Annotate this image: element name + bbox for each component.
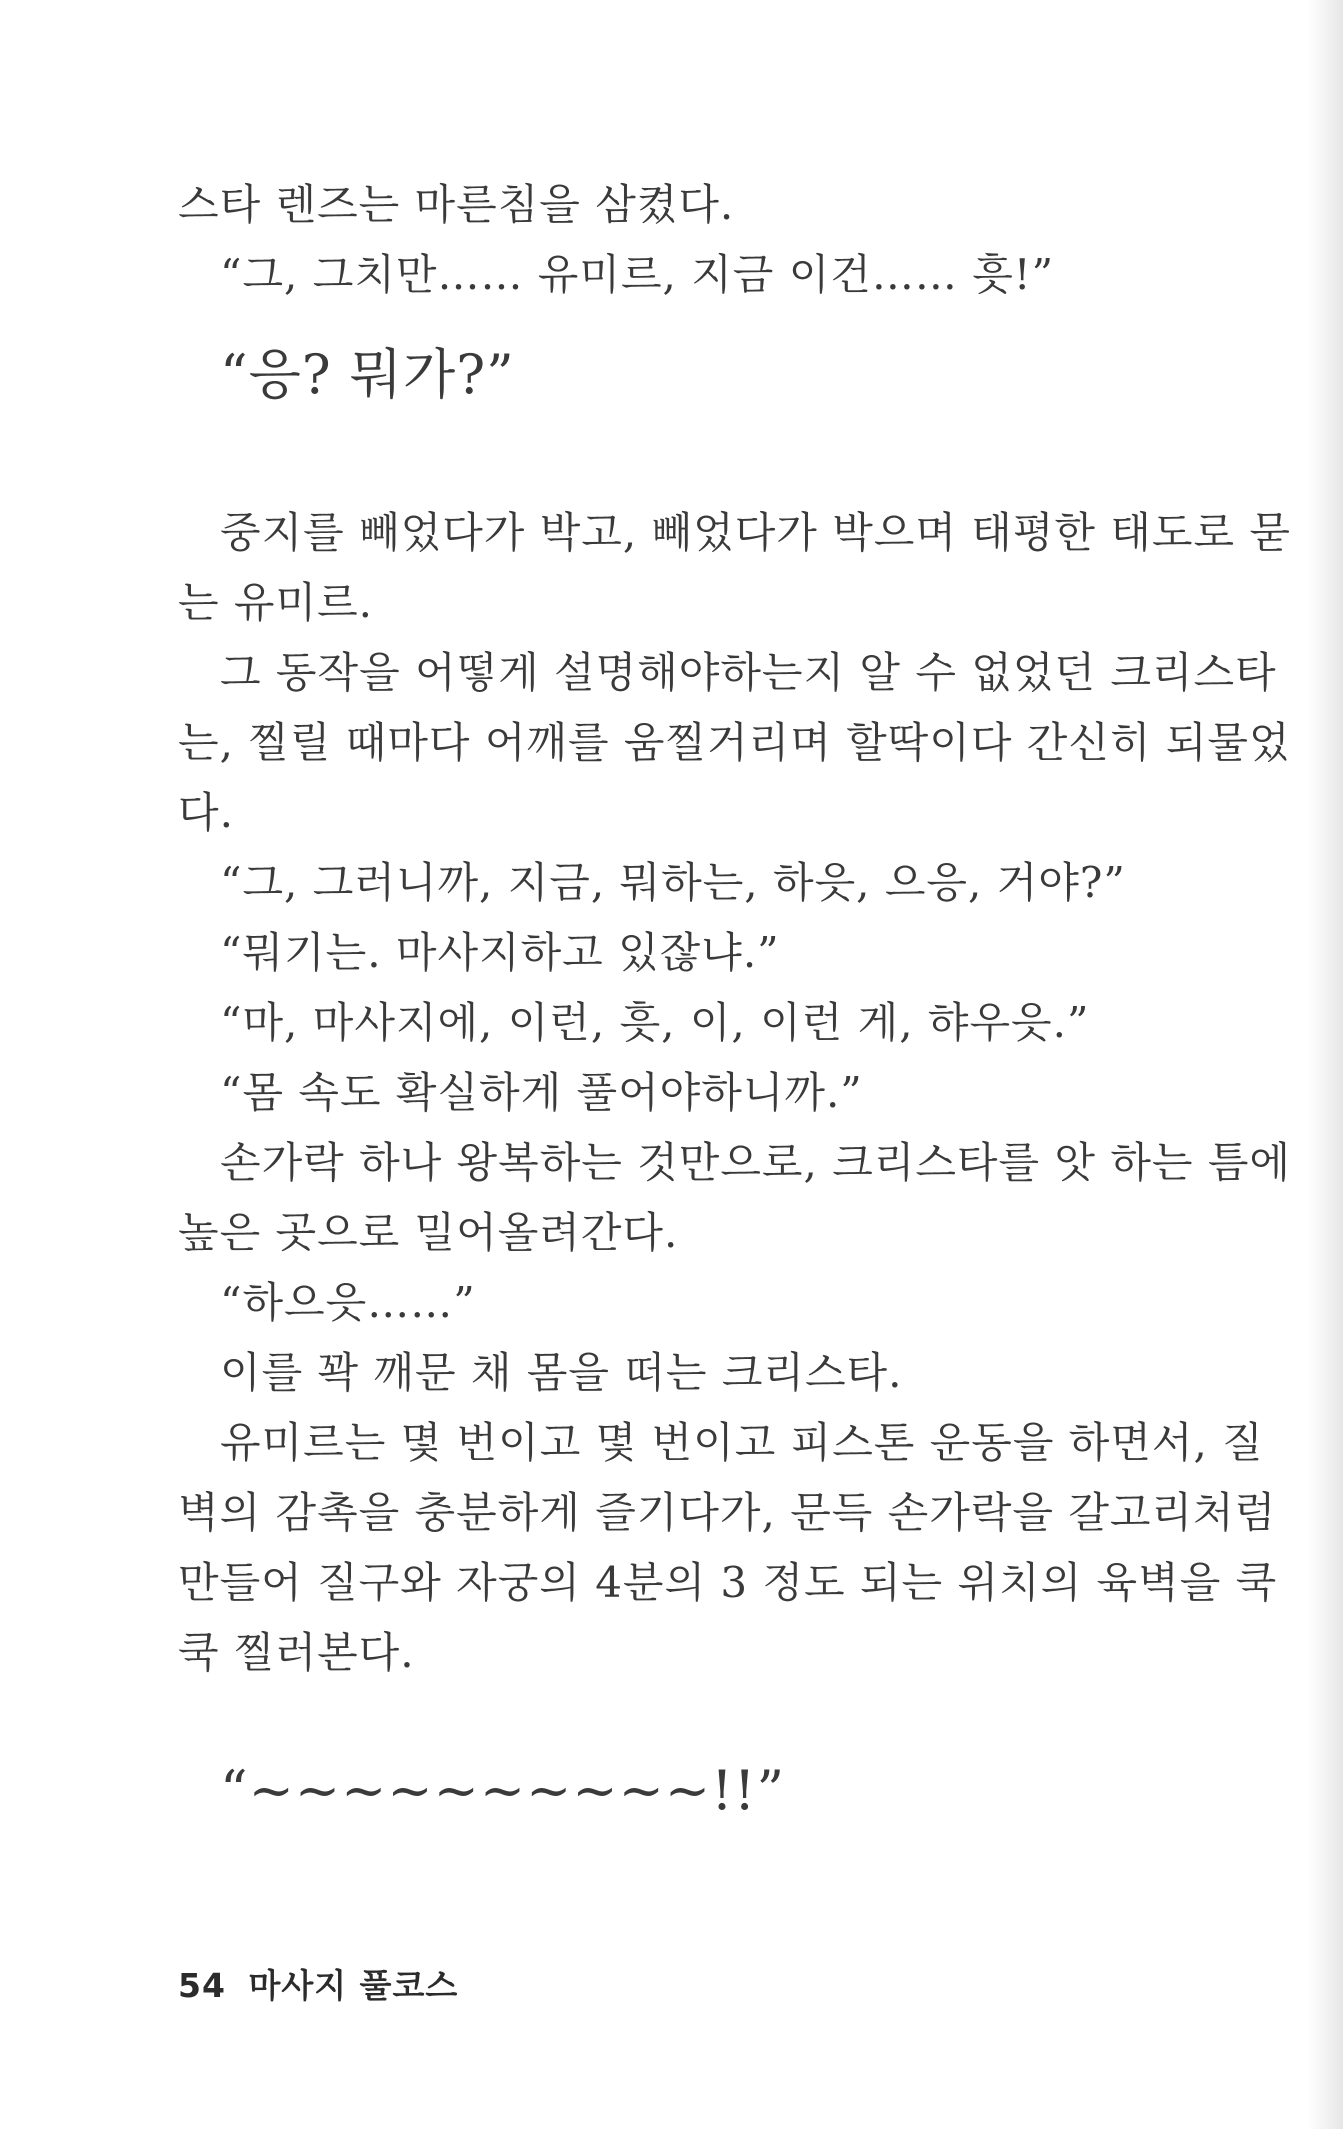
text-line: 쿡 찔러본다.: [178, 1628, 415, 1677]
text-line: 스타 렌즈는 마른침을 삼켰다.: [178, 180, 735, 229]
text-line: 는 유미르.: [178, 578, 373, 627]
emphasized-dialogue: “~~~~~~~~~~!!”: [220, 1759, 786, 1822]
text-line: 그 동작을 어떻게 설명해야하는지 알 수 없었던 크리스타: [220, 648, 1277, 697]
page-number: 54: [178, 1966, 226, 2005]
book-title: 마사지 풀코스: [248, 1966, 459, 2005]
page-body: [178, 170, 1291, 1836]
emphasized-dialogue: “응? 뭐가?”: [220, 343, 515, 406]
dialogue-line: “뭐기는. 마사지하고 있잖냐.”: [220, 928, 780, 977]
page-footer: [178, 1960, 458, 2007]
text-line: 다.: [178, 788, 234, 837]
text-line: 만들어 질구와 자궁의 4분의 3 정도 되는 위치의 육벽을 쿡: [178, 1558, 1278, 1607]
text-line: 는, 찔릴 때마다 어깨를 움찔거리며 할딱이다 간신히 되물었: [178, 718, 1291, 767]
text-line: 중지를 빼었다가 박고, 빼었다가 박으며 태평한 태도로 묻: [220, 508, 1291, 557]
text-line: 이를 꽉 깨문 채 몸을 떠는 크리스타.: [220, 1348, 903, 1397]
text-line: 손가락 하나 왕복하는 것만으로, 크리스타를 앗 하는 틈에: [220, 1138, 1291, 1187]
text-line: 유미르는 몇 번이고 몇 번이고 피스톤 운동을 하면서, 질: [220, 1418, 1264, 1467]
dialogue-line: “그, 그치만…… 유미르, 지금 이건…… 흣!”: [220, 250, 1055, 299]
dialogue-line: “마, 마사지에, 이런, 흣, 이, 이런 게, 햐우읏.”: [220, 998, 1090, 1047]
text-line: 벽의 감촉을 충분하게 즐기다가, 문득 손가락을 갈고리처럼: [178, 1488, 1277, 1537]
dialogue-line: “하으읏……”: [220, 1278, 476, 1327]
text-line: 높은 곳으로 밀어올려간다.: [178, 1208, 679, 1257]
dialogue-line: “그, 그러니까, 지금, 뭐하는, 하읏, 으응, 거야?”: [220, 858, 1126, 907]
page-edge-shadow: [1307, 0, 1343, 2129]
dialogue-line: “몸 속도 확실하게 풀어야하니까.”: [220, 1068, 863, 1117]
